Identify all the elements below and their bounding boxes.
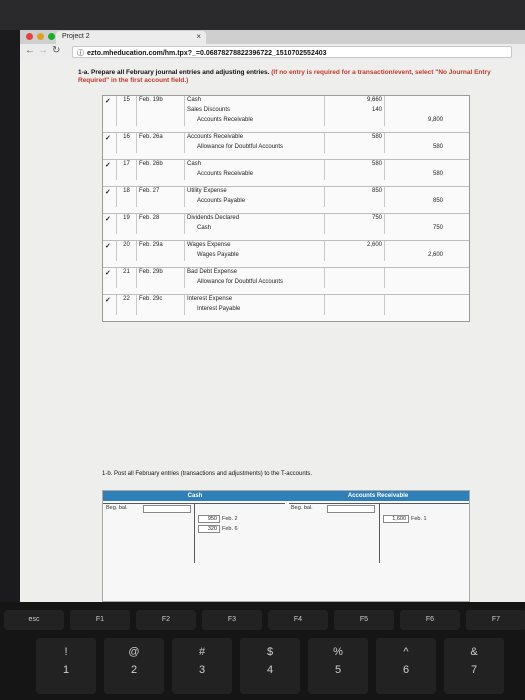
back-arrow-icon[interactable]: ← <box>25 45 35 56</box>
forward-arrow-icon[interactable]: → <box>38 45 48 56</box>
key-number: 4 <box>266 664 274 676</box>
account-field[interactable]: Accounts Receivable <box>185 170 325 180</box>
key-number: 2 <box>130 664 138 676</box>
entry-date: Feb. 27 <box>137 187 185 197</box>
entry-spacer <box>103 261 469 267</box>
entry-spacer <box>103 180 469 186</box>
journal-line <box>103 241 469 251</box>
account-field[interactable]: Accounts Payable <box>185 197 325 207</box>
account-field[interactable]: Utility Expense <box>185 187 325 197</box>
browser-tab[interactable] <box>56 31 206 44</box>
edit-check-icon[interactable] <box>103 116 117 126</box>
credit-field[interactable]: 580 <box>432 144 443 150</box>
instructions-note: (If no entry is required for a transaction/event, select "No Journal Entry Required" in the first account field.) <box>78 69 491 84</box>
url-text: ezto.mheducation.com/hm.tpx?_=0.06878278822396722_1510702552403 <box>87 50 327 57</box>
debit-field[interactable]: 9,660 <box>325 96 385 106</box>
screen-bezel <box>0 0 525 30</box>
taccounts-area <box>102 490 470 602</box>
journal-line <box>103 160 469 170</box>
entry-number: 19 <box>117 214 137 224</box>
address-row <box>20 44 525 60</box>
key-number: 7 <box>470 664 478 676</box>
credit-field[interactable] <box>385 278 445 288</box>
key-symbol: @ <box>128 646 140 658</box>
credit-field[interactable] <box>385 96 445 106</box>
cash-credit-ref: Feb. 6 <box>222 526 238 532</box>
tab-title: Project 2 <box>62 33 90 40</box>
journal-entry <box>103 214 469 241</box>
taccounts-instructions: 1-b. Post all February entries (transactions and adjustments) to the T-accounts. <box>102 471 312 477</box>
key-number: 5 <box>334 664 342 676</box>
credit-field[interactable] <box>385 268 445 278</box>
browser-chrome <box>20 30 525 60</box>
cash-credit-ref: Feb. 2 <box>222 516 238 522</box>
entry-date <box>137 251 185 261</box>
journal-line <box>103 170 469 180</box>
entry-date <box>137 170 185 180</box>
account-field[interactable]: Sales Discounts <box>185 106 325 116</box>
credit-field[interactable] <box>385 160 445 170</box>
debit-field[interactable]: 2,600 <box>325 241 385 251</box>
journal-line <box>103 106 469 116</box>
ar-credit-ref: Feb. 1 <box>411 516 427 522</box>
journal-line <box>103 305 469 315</box>
close-window-icon[interactable] <box>26 33 33 40</box>
function-key[interactable]: F5 <box>334 610 394 630</box>
tab-close-icon[interactable]: × <box>196 32 201 41</box>
entry-number: 16 <box>117 133 137 143</box>
journal-entry <box>103 133 469 160</box>
entry-number <box>117 170 137 180</box>
journal-line <box>103 251 469 261</box>
journal-entry <box>103 295 469 321</box>
entry-number: 22 <box>117 295 137 305</box>
edit-check-icon[interactable]: ✓ <box>103 214 117 224</box>
debit-field[interactable] <box>325 224 385 234</box>
ar-t-stem <box>379 503 380 563</box>
entry-date: Feb. 26b <box>137 160 185 170</box>
account-field[interactable]: Allowance for Doubtful Accounts <box>185 278 325 288</box>
entry-number: 21 <box>117 268 137 278</box>
journal-entry <box>103 96 469 133</box>
journal-line <box>103 116 469 126</box>
entry-spacer <box>103 153 469 159</box>
journal-line <box>103 295 469 305</box>
journal-line <box>103 224 469 234</box>
entry-number <box>117 224 137 234</box>
url-bar[interactable] <box>72 46 512 58</box>
function-key[interactable]: F1 <box>70 610 130 630</box>
edit-check-icon[interactable] <box>103 143 117 153</box>
account-field[interactable]: Wages Expense <box>185 241 325 251</box>
edit-check-icon[interactable]: ✓ <box>103 133 117 143</box>
account-field[interactable]: Cash <box>185 224 325 234</box>
entry-date <box>137 197 185 207</box>
ar-credit-amount[interactable]: 1,600 <box>383 515 409 523</box>
credit-field[interactable] <box>385 305 445 315</box>
laptop-keyboard <box>0 602 525 700</box>
account-field[interactable]: Dividends Declared <box>185 214 325 224</box>
entry-number <box>117 251 137 261</box>
entry-date: Feb. 26a <box>137 133 185 143</box>
key-symbol: ! <box>64 646 68 658</box>
entry-date: Feb. 29b <box>137 268 185 278</box>
edit-check-icon[interactable]: ✓ <box>103 268 117 278</box>
entry-date: Feb. 28 <box>137 214 185 224</box>
account-field[interactable]: Allowance for Doubtful Accounts <box>185 143 325 153</box>
function-key[interactable]: F2 <box>136 610 196 630</box>
key-number: 1 <box>62 664 70 676</box>
account-field[interactable]: Interest Payable <box>185 305 325 315</box>
journal-entry-table <box>102 95 470 322</box>
entry-spacer <box>103 315 469 321</box>
key-symbol: % <box>333 646 343 658</box>
edit-check-icon[interactable] <box>103 197 117 207</box>
account-field[interactable]: Wages Payable <box>185 251 325 261</box>
journal-line <box>103 278 469 288</box>
entry-date: Feb. 29c <box>137 295 185 305</box>
credit-field[interactable] <box>385 241 445 251</box>
credit-field[interactable] <box>385 214 445 224</box>
journal-entry <box>103 187 469 214</box>
info-icon: ⓘ <box>77 50 84 57</box>
debit-field[interactable]: 580 <box>325 160 385 170</box>
debit-field[interactable] <box>325 268 385 278</box>
journal-entry <box>103 268 469 295</box>
entry-spacer <box>103 207 469 213</box>
edit-check-icon[interactable]: ✓ <box>103 96 117 106</box>
entry-number <box>117 197 137 207</box>
entry-number: 15 <box>117 96 137 106</box>
journal-entry <box>103 241 469 268</box>
account-field[interactable]: Cash <box>185 96 325 106</box>
account-field[interactable]: Interest Expense <box>185 295 325 305</box>
edit-check-icon[interactable]: ✓ <box>103 241 117 251</box>
function-key[interactable]: F4 <box>268 610 328 630</box>
debit-field[interactable] <box>325 295 385 305</box>
number-key[interactable] <box>376 638 436 694</box>
journal-entry <box>103 160 469 187</box>
entry-number: 17 <box>117 160 137 170</box>
entry-number <box>117 305 137 315</box>
entry-date: Feb. 19b <box>137 96 185 106</box>
function-key[interactable]: F3 <box>202 610 262 630</box>
cash-t-stem <box>194 503 195 563</box>
number-key[interactable] <box>444 638 504 694</box>
edit-check-icon[interactable] <box>103 305 117 315</box>
debit-field[interactable] <box>325 278 385 288</box>
entry-number <box>117 106 137 116</box>
entry-spacer <box>103 234 469 240</box>
tab-bar <box>20 30 525 44</box>
instructions-prefix: 1-a. Prepare all February journal entries and adjusting entries. <box>78 69 270 76</box>
number-key[interactable] <box>36 638 96 694</box>
journal-line <box>103 187 469 197</box>
edit-check-icon[interactable] <box>103 106 117 116</box>
minimize-window-icon[interactable] <box>37 33 44 40</box>
cash-beg-bal-input[interactable] <box>143 505 191 513</box>
credit-field[interactable] <box>385 106 445 116</box>
entry-number <box>117 278 137 288</box>
debit-field[interactable] <box>325 251 385 261</box>
entry-spacer <box>103 126 469 132</box>
number-key[interactable] <box>308 638 368 694</box>
key-number: 3 <box>198 664 206 676</box>
entry-number: 20 <box>117 241 137 251</box>
number-key[interactable] <box>240 638 300 694</box>
ar-taccount-header: Accounts Receivable <box>287 491 469 501</box>
reload-icon[interactable]: ↻ <box>52 45 61 56</box>
entry-date <box>137 143 185 153</box>
key-number: 6 <box>402 664 410 676</box>
debit-field[interactable]: 850 <box>325 187 385 197</box>
journal-line <box>103 133 469 143</box>
cash-credit-amount[interactable]: 320 <box>198 525 220 533</box>
entry-date <box>137 224 185 234</box>
credit-field[interactable]: 2,600 <box>427 252 443 258</box>
edit-check-icon[interactable] <box>103 251 117 261</box>
key-symbol: # <box>198 646 206 658</box>
edit-check-icon[interactable] <box>103 278 117 288</box>
debit-field[interactable] <box>325 143 385 153</box>
entry-spacer <box>103 288 469 294</box>
edit-check-icon[interactable] <box>103 170 117 180</box>
entry-number: 18 <box>117 187 137 197</box>
cash-taccount-header: Cash <box>103 491 287 501</box>
key-symbol: & <box>470 646 478 658</box>
function-key[interactable]: esc <box>4 610 64 630</box>
entry-date <box>137 278 185 288</box>
function-key[interactable]: F7 <box>466 610 525 630</box>
function-key[interactable]: F6 <box>400 610 460 630</box>
function-key-row <box>0 610 525 632</box>
journal-line <box>103 214 469 224</box>
credit-field[interactable]: 750 <box>432 225 443 231</box>
ar-beg-bal-input[interactable] <box>327 505 375 513</box>
edit-check-icon[interactable] <box>103 224 117 234</box>
credit-field[interactable]: 850 <box>432 198 443 204</box>
credit-field[interactable]: 580 <box>432 171 443 177</box>
edit-check-icon[interactable]: ✓ <box>103 295 117 305</box>
debit-field[interactable] <box>325 170 385 180</box>
debit-field[interactable] <box>325 197 385 207</box>
journal-line <box>103 96 469 106</box>
cash-beg-bal-label: Beg. bal. <box>106 505 128 511</box>
key-symbol: ^ <box>403 646 409 658</box>
entry-date: Feb. 29a <box>137 241 185 251</box>
entry-date <box>137 305 185 315</box>
debit-field[interactable]: 140 <box>325 106 385 116</box>
journal-line <box>103 268 469 278</box>
credit-field[interactable]: 9,800 <box>427 117 443 123</box>
credit-field[interactable] <box>385 133 445 143</box>
number-key[interactable] <box>104 638 164 694</box>
debit-field[interactable] <box>325 116 385 126</box>
account-field[interactable]: Accounts Receivable <box>185 133 325 143</box>
entry-date <box>137 116 185 126</box>
debit-field[interactable] <box>325 305 385 315</box>
debit-field[interactable]: 580 <box>325 133 385 143</box>
journal-line <box>103 143 469 153</box>
page-content <box>20 60 525 602</box>
journal-line <box>103 197 469 207</box>
account-field[interactable]: Cash <box>185 160 325 170</box>
window-controls <box>26 33 55 40</box>
edit-check-icon[interactable]: ✓ <box>103 187 117 197</box>
entry-date <box>137 106 185 116</box>
entry-number <box>117 116 137 126</box>
credit-field[interactable] <box>385 295 445 305</box>
key-symbol: $ <box>266 646 274 658</box>
edit-check-icon[interactable]: ✓ <box>103 160 117 170</box>
debit-field[interactable]: 750 <box>325 214 385 224</box>
number-key[interactable] <box>172 638 232 694</box>
cash-credit-amount[interactable]: 950 <box>198 515 220 523</box>
account-field[interactable]: Accounts Receivable <box>185 116 325 126</box>
account-field[interactable]: Bad Debt Expense <box>185 268 325 278</box>
instructions <box>78 69 498 85</box>
ar-beg-bal-label: Beg. bal. <box>291 505 313 511</box>
credit-field[interactable] <box>385 187 445 197</box>
entry-number <box>117 143 137 153</box>
maximize-window-icon[interactable] <box>48 33 55 40</box>
